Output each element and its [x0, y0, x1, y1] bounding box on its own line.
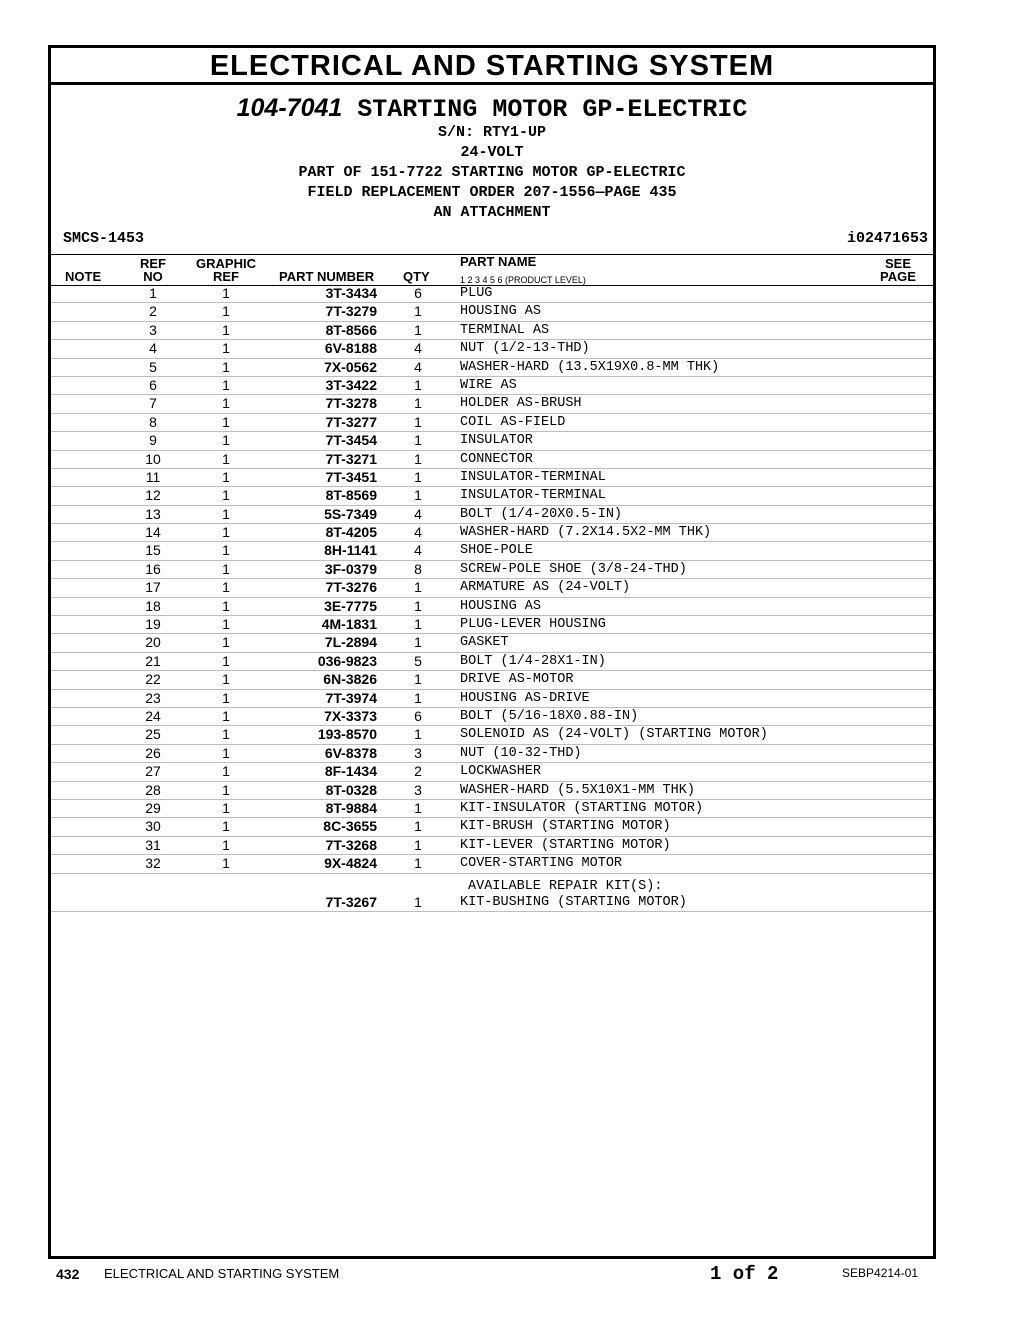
part-name: SHOE-POLE — [460, 543, 533, 559]
quantity: 1 — [414, 597, 422, 614]
quantity: 1 — [414, 303, 422, 320]
quantity: 3 — [414, 781, 422, 798]
ref-no: 5 — [149, 358, 157, 375]
graphic-ref: 1 — [222, 597, 230, 614]
part-name: SCREW-POLE SHOE (3/8-24-THD) — [460, 561, 687, 577]
table-row — [51, 726, 933, 744]
graphic-ref: 1 — [222, 285, 230, 301]
part-number: 7T-3276 — [325, 579, 377, 596]
ref-no: 17 — [145, 579, 161, 596]
table-row — [51, 469, 933, 487]
part-name: BOLT (1/4-28X1-IN) — [460, 653, 606, 669]
col-ref-top: REF — [140, 256, 166, 271]
col-graphic-top: GRAPHIC — [196, 256, 256, 271]
table-row — [51, 561, 933, 579]
parts-table — [51, 285, 933, 912]
graphic-ref: 1 — [222, 579, 230, 596]
quantity: 1 — [414, 468, 422, 485]
ref-no: 19 — [145, 616, 161, 633]
ref-no: 3 — [149, 321, 157, 338]
part-name: COVER-STARTING MOTOR — [460, 856, 623, 872]
table-row — [51, 303, 933, 321]
graphic-ref: 1 — [222, 542, 230, 559]
quantity: 1 — [414, 432, 422, 449]
quantity: 1 — [414, 321, 422, 338]
part-number: 4M-1831 — [321, 616, 377, 633]
col-see-top: SEE — [884, 256, 911, 271]
part-name: KIT-LEVER (STARTING MOTOR) — [460, 837, 671, 853]
part-name: HOUSING AS — [460, 304, 542, 320]
ref-no: 24 — [145, 707, 161, 724]
product-level-scale: 1 2 3 4 5 6 (PRODUCT LEVEL) — [460, 275, 586, 285]
part-name: GASKET — [460, 635, 509, 651]
ref-no: 12 — [145, 487, 161, 504]
ref-no: 4 — [149, 340, 157, 357]
table-row — [51, 322, 933, 340]
part-number: 3F-0379 — [324, 560, 377, 577]
graphic-ref: 1 — [222, 340, 230, 357]
ref-no: 6 — [149, 376, 157, 393]
part-name: ARMATURE AS (24-VOLT) — [460, 580, 631, 596]
quantity: 4 — [414, 524, 422, 541]
serial-number-range: S/N: RTY1-UP — [437, 124, 547, 141]
ref-no: 9 — [149, 432, 157, 449]
part-number: 8F-1434 — [324, 763, 377, 780]
parts-page-frame — [48, 45, 936, 1259]
repair-kit-row — [51, 894, 933, 912]
part-name: HOUSING AS — [460, 598, 542, 614]
ref-no: 27 — [145, 763, 161, 780]
table-row — [51, 579, 933, 597]
part-name: BOLT (1/4-20X0.5-IN) — [460, 506, 623, 522]
graphic-ref: 1 — [222, 560, 230, 577]
part-number: 036-9823 — [317, 652, 377, 669]
table-row — [51, 634, 933, 652]
quantity: 1 — [414, 376, 422, 393]
table-row — [51, 671, 933, 689]
part-number: 7T-3454 — [325, 432, 377, 449]
quantity: 6 — [414, 707, 422, 724]
ref-no: 13 — [145, 505, 161, 522]
part-name: KIT-BUSHING (STARTING MOTOR) — [460, 894, 687, 910]
part-number: 8H-1141 — [324, 542, 377, 559]
ref-no: 7 — [149, 395, 157, 412]
part-number: 7T-3278 — [325, 395, 377, 412]
part-name: PLUG — [460, 286, 493, 301]
graphic-ref: 1 — [222, 413, 230, 430]
part-number: 8T-0328 — [325, 781, 377, 798]
part-name: TERMINAL AS — [460, 322, 550, 338]
table-row — [51, 377, 933, 395]
quantity: 4 — [414, 505, 422, 522]
col-part-name: PART NAME — [460, 254, 537, 269]
quantity: 1 — [414, 450, 422, 467]
ref-no: 21 — [145, 652, 161, 669]
part-name: HOUSING AS-DRIVE — [460, 690, 590, 706]
table-row — [51, 708, 933, 726]
footer-section: ELECTRICAL AND STARTING SYSTEM — [104, 1266, 340, 1281]
quantity: 1 — [414, 413, 422, 430]
col-part-number: PART NUMBER — [279, 269, 375, 284]
graphic-ref: 1 — [222, 744, 230, 761]
ref-no: 8 — [149, 413, 157, 430]
ref-no: 15 — [145, 542, 161, 559]
quantity: 2 — [414, 763, 422, 780]
ref-no: 14 — [145, 524, 161, 541]
part-name: NUT (10-32-THD) — [460, 745, 582, 761]
ref-no: 10 — [145, 450, 161, 467]
part-number: 9X-4824 — [324, 855, 377, 872]
graphic-ref: 1 — [222, 432, 230, 449]
table-row — [51, 340, 933, 358]
ref-no: 2 — [149, 303, 157, 320]
quantity: 1 — [414, 487, 422, 504]
part-name: HOLDER AS-BRUSH — [460, 396, 582, 412]
part-number: 8T-4205 — [325, 524, 377, 541]
quantity: 5 — [414, 652, 422, 669]
graphic-ref: 1 — [222, 726, 230, 743]
part-number: 8T-9884 — [325, 799, 377, 816]
col-ref-bottom: NO — [143, 269, 163, 284]
part-number: 3T-3434 — [325, 285, 377, 301]
quantity: 1 — [414, 671, 422, 688]
table-row — [51, 542, 933, 560]
part-number: 6V-8378 — [324, 744, 377, 761]
ref-no: 1 — [149, 285, 157, 301]
page-number: 432 — [56, 1266, 80, 1282]
part-number: 193-8570 — [317, 726, 377, 743]
col-qty: QTY — [403, 269, 430, 284]
graphic-ref: 1 — [222, 450, 230, 467]
part-number: 5S-7349 — [324, 505, 377, 522]
graphic-ref: 1 — [222, 836, 230, 853]
col-graphic-bottom: REF — [213, 269, 239, 284]
graphic-ref: 1 — [222, 616, 230, 633]
graphic-ref: 1 — [222, 524, 230, 541]
ref-no: 16 — [145, 560, 161, 577]
part-name: PLUG-LEVER HOUSING — [460, 617, 606, 633]
illustration-id: i02471653 — [846, 230, 928, 247]
ref-no: 32 — [145, 855, 161, 872]
part-name: INSULATOR — [460, 433, 533, 449]
table-row — [51, 690, 933, 708]
table-row — [51, 763, 933, 781]
quantity: 4 — [414, 340, 422, 357]
graphic-ref: 1 — [222, 671, 230, 688]
part-number: 8T-8569 — [325, 487, 377, 504]
quantity: 1 — [414, 634, 422, 651]
part-name: INSULATOR-TERMINAL — [460, 488, 606, 504]
quantity: 6 — [414, 285, 422, 301]
quantity: 1 — [414, 579, 422, 596]
table-row — [51, 451, 933, 469]
graphic-ref: 1 — [222, 799, 230, 816]
graphic-ref: 1 — [222, 855, 230, 872]
table-row — [51, 818, 933, 836]
quantity: 1 — [414, 836, 422, 853]
part-number: 6N-3826 — [323, 671, 377, 688]
quantity: 1 — [414, 818, 422, 835]
ref-no: 28 — [145, 781, 161, 798]
part-name: COIL AS-FIELD — [460, 414, 566, 430]
col-note: NOTE — [65, 269, 102, 284]
repair-kits-heading — [51, 874, 933, 894]
part-name: BOLT (5/16-18X0.88-IN) — [460, 708, 639, 724]
part-number: 7T-3268 — [325, 836, 377, 853]
voltage-line: 24-VOLT — [460, 144, 524, 161]
quantity: 4 — [414, 358, 422, 375]
group-title — [51, 94, 933, 124]
graphic-ref: 1 — [222, 321, 230, 338]
quantity: 1 — [414, 395, 422, 412]
part-number: 7L-2894 — [324, 634, 377, 651]
part-name: WASHER-HARD (5.5X10X1-MM THK) — [460, 782, 695, 798]
ref-no: 29 — [145, 799, 161, 816]
part-name: LOCKWASHER — [460, 764, 542, 780]
part-number: 8C-3655 — [323, 818, 377, 835]
graphic-ref: 1 — [222, 487, 230, 504]
part-number: 7T-3279 — [325, 303, 377, 320]
table-row — [51, 616, 933, 634]
ref-no: 25 — [145, 726, 161, 743]
graphic-ref: 1 — [222, 395, 230, 412]
graphic-ref: 1 — [222, 505, 230, 522]
part-number: 8T-8566 — [325, 321, 377, 338]
part-name: KIT-BRUSH (STARTING MOTOR) — [460, 819, 671, 835]
quantity: 3 — [414, 744, 422, 761]
part-name: SOLENOID AS (24-VOLT) (STARTING MOTOR) — [460, 727, 768, 743]
part-number: 7T-3974 — [325, 689, 377, 706]
part-of-line: PART OF 151-7722 STARTING MOTOR GP-ELECTRIC — [298, 164, 686, 181]
group-name: STARTING MOTOR GP-ELECTRIC — [357, 95, 748, 124]
table-row — [51, 285, 933, 303]
part-name: KIT-INSULATOR (STARTING MOTOR) — [460, 800, 704, 816]
part-number: 7X-3373 — [324, 707, 377, 724]
part-name: INSULATOR-TERMINAL — [460, 469, 606, 485]
table-row — [51, 782, 933, 800]
col-see-bottom: PAGE — [880, 269, 916, 284]
table-row — [51, 837, 933, 855]
smcs-code: SMCS-1453 — [63, 230, 145, 247]
table-row — [51, 598, 933, 616]
table-row — [51, 745, 933, 763]
graphic-ref: 1 — [222, 652, 230, 669]
graphic-ref: 1 — [222, 763, 230, 780]
part-number: 7T-3451 — [325, 468, 377, 485]
table-row — [51, 487, 933, 505]
ref-no: 23 — [145, 689, 161, 706]
attachment-line: AN ATTACHMENT — [433, 204, 551, 221]
part-number: 7T-3271 — [325, 450, 377, 467]
part-number: 6V-8188 — [324, 340, 377, 357]
page-of: 1 of 2 — [710, 1263, 779, 1285]
quantity: 1 — [414, 855, 422, 872]
part-number: 7T-3267 — [325, 893, 377, 910]
part-name: NUT (1/2-13-THD) — [460, 341, 590, 357]
table-row — [51, 506, 933, 524]
graphic-ref: 1 — [222, 376, 230, 393]
part-number: 3E-7775 — [324, 597, 377, 614]
part-number: 3T-3422 — [325, 376, 377, 393]
table-row — [51, 395, 933, 413]
ref-no: 31 — [145, 836, 161, 853]
table-row — [51, 855, 933, 873]
quantity: 1 — [414, 893, 422, 910]
table-row — [51, 800, 933, 818]
part-name: WASHER-HARD (13.5X19X0.8-MM THK) — [460, 359, 720, 375]
ref-no: 18 — [145, 597, 161, 614]
part-name: DRIVE AS-MOTOR — [460, 672, 574, 688]
graphic-ref: 1 — [222, 303, 230, 320]
part-name: WASHER-HARD (7.2X14.5X2-MM THK) — [460, 525, 712, 541]
graphic-ref: 1 — [222, 689, 230, 706]
graphic-ref: 1 — [222, 358, 230, 375]
graphic-ref: 1 — [222, 707, 230, 724]
table-row — [51, 524, 933, 542]
quantity: 1 — [414, 616, 422, 633]
part-name: WIRE AS — [460, 377, 517, 393]
part-number: 7T-3277 — [325, 413, 377, 430]
quantity: 1 — [414, 726, 422, 743]
ref-no: 26 — [145, 744, 161, 761]
group-part-number: 104-7041 — [236, 94, 343, 122]
field-replacement-line: FIELD REPLACEMENT ORDER 207-1556—PAGE 435 — [307, 184, 677, 201]
table-row — [51, 414, 933, 432]
document-id: SEBP4214-01 — [842, 1266, 919, 1280]
quantity: 1 — [414, 799, 422, 816]
table-row — [51, 653, 933, 671]
ref-no: 20 — [145, 634, 161, 651]
quantity: 8 — [414, 560, 422, 577]
graphic-ref: 1 — [222, 781, 230, 798]
quantity: 1 — [414, 689, 422, 706]
table-row — [51, 432, 933, 450]
graphic-ref: 1 — [222, 818, 230, 835]
repair-kits-label: AVAILABLE REPAIR KIT(S): — [468, 878, 663, 894]
quantity: 4 — [414, 542, 422, 559]
table-header — [51, 254, 933, 286]
ref-no: 11 — [145, 468, 161, 485]
part-number: 7X-0562 — [324, 358, 377, 375]
section-title: ELECTRICAL AND STARTING SYSTEM — [51, 48, 933, 85]
ref-no: 22 — [145, 671, 161, 688]
part-name: CONNECTOR — [460, 451, 533, 467]
graphic-ref: 1 — [222, 468, 230, 485]
graphic-ref: 1 — [222, 634, 230, 651]
ref-no: 30 — [145, 818, 161, 835]
table-row — [51, 359, 933, 377]
